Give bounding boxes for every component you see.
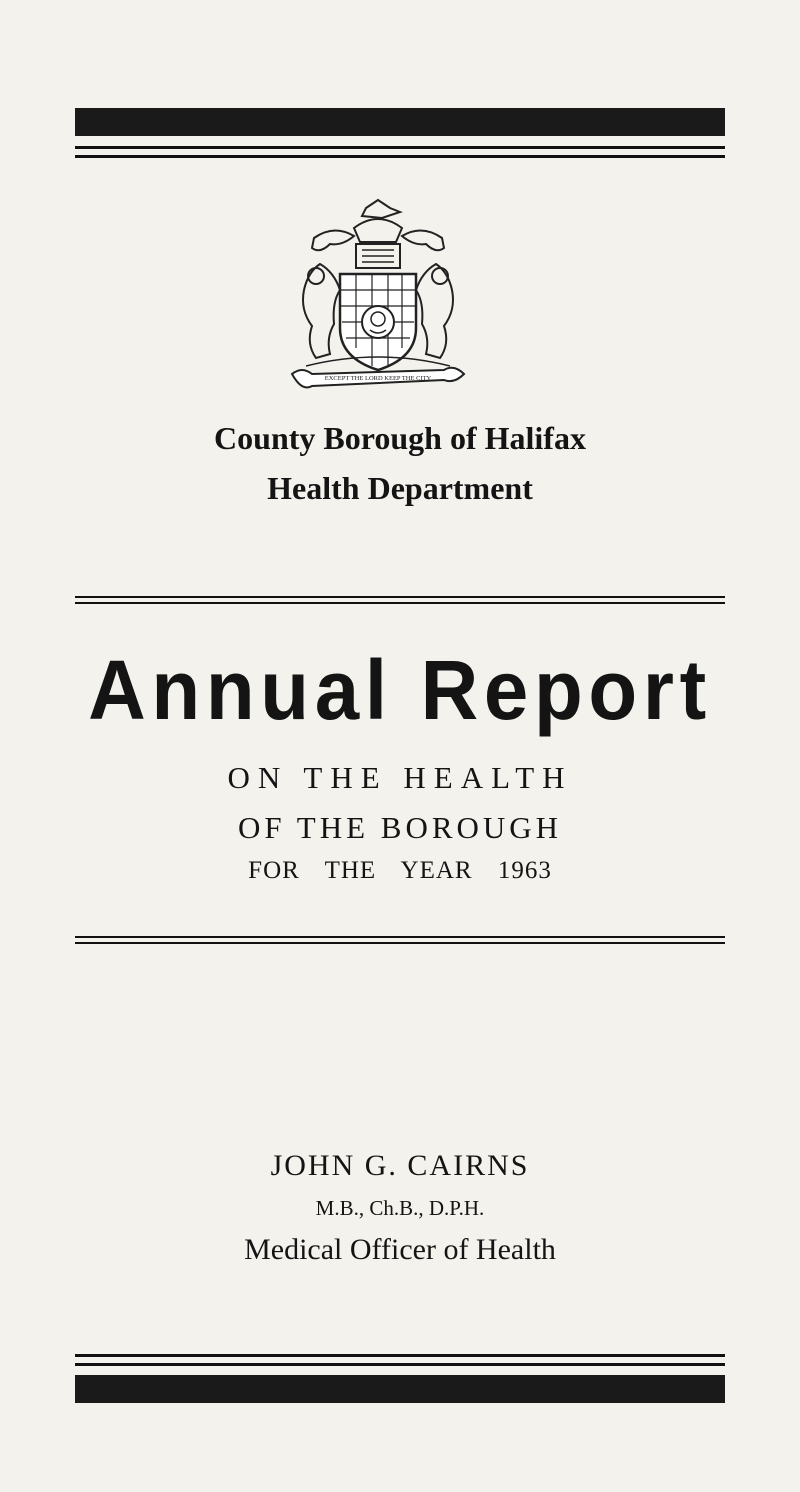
middle-rule-upper <box>75 596 725 598</box>
top-rule-thick <box>75 146 725 149</box>
department-name: Health Department <box>267 470 533 506</box>
lower-rule-upper <box>75 936 725 938</box>
author-qualifications: M.B., Ch.B., D.P.H. <box>315 1196 485 1220</box>
report-year-line: FOR THE YEAR 1963 <box>248 857 552 884</box>
author-name: JOHN G. CAIRNS <box>270 1149 530 1182</box>
author-role: Medical Officer of Health <box>244 1233 556 1266</box>
top-decorative-band <box>75 108 725 136</box>
org-name: County Borough of Halifax <box>214 420 586 456</box>
middle-rule-lower <box>75 602 725 604</box>
lower-rule-lower <box>75 942 725 944</box>
top-rule-thin <box>75 155 725 158</box>
report-subtitle-line-1: ON THE HEALTH <box>227 760 573 795</box>
bottom-decorative-band <box>75 1375 725 1403</box>
bottom-rule-thick <box>75 1354 725 1357</box>
coat-of-arms-icon <box>282 198 474 398</box>
report-subtitle-line-2: OF THE BOROUGH <box>237 810 563 845</box>
report-title: Annual Report <box>88 643 712 737</box>
bottom-rule-thin <box>75 1363 725 1366</box>
crest-motto-text: EXCEPT THE LORD KEEP THE CITY <box>324 375 432 382</box>
